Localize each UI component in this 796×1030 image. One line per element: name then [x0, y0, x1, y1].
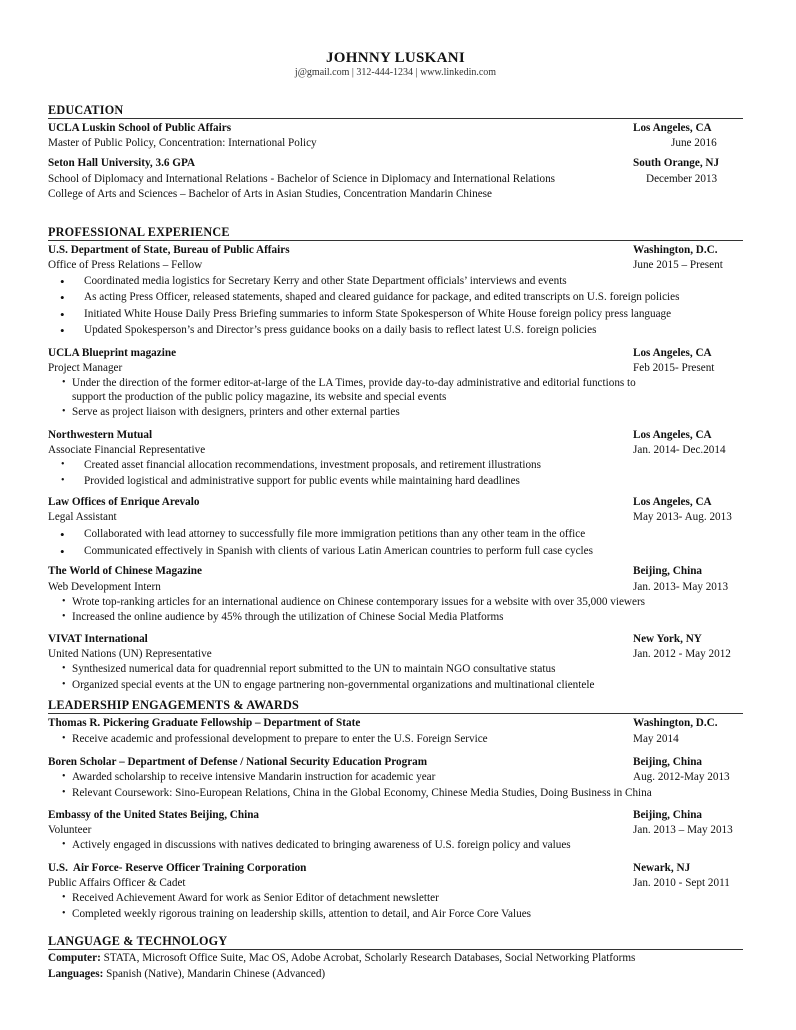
role-title: Public Affairs Officer & Cadet [48, 877, 186, 889]
bullet-icon: • [61, 475, 65, 486]
job-title: Web Development Intern [48, 581, 161, 593]
job-location: Los Angeles, CA [633, 347, 712, 359]
organization-name: UCLA Blueprint magazine [48, 347, 177, 359]
job-title: Legal Assistant [48, 511, 117, 523]
bullet-item: • Completed weekly rigorous training on leadership skills, attention to detail, and Air Force Core Values [62, 908, 532, 920]
school-name: Seton Hall University, 3.6 GPA [48, 157, 196, 169]
school-name: UCLA Luskin School of Public Affairs [48, 122, 232, 134]
skills-languages [48, 969, 743, 983]
bullet-icon: • [62, 663, 66, 674]
education-entry-ucla [48, 123, 743, 137]
award-location: Newark, NJ [633, 862, 691, 874]
bullet-icon: • [60, 544, 65, 559]
organization-name: VIVAT International [48, 633, 148, 645]
languages-label: Languages: [48, 968, 104, 980]
section-heading-experience: PROFESSIONAL EXPERIENCE [48, 226, 743, 241]
experience-entry-state-dept [48, 245, 743, 259]
experience-entry-law-offices [48, 497, 743, 511]
award-name: Boren Scholar – Department of Defense / National Security Education Program [48, 756, 428, 768]
award-date: Jan. 2010 - Sept 2011 [633, 877, 730, 889]
bullet-item: • Receive academic and professional development to prepare to enter the U.S. Foreign Service May 2014 [62, 733, 679, 745]
leadership-entry-rotc [48, 863, 743, 877]
job-location: Washington, D.C. [633, 244, 718, 256]
job-location: New York, NY [633, 633, 702, 645]
degree-line: School of Diplomacy and International Relations - Bachelor of Science in Diplomacy and International Relations [48, 173, 556, 185]
bullet-icon: • [62, 679, 66, 690]
leadership-entry-boren [48, 757, 743, 771]
degree-line: College of Arts and Sciences – Bachelor of Arts in Asian Studies, Concentration Mandarin Chinese [48, 188, 492, 200]
bullet-item: • Actively engaged in discussions with natives dedicated to bringing awareness of U.S. foreign policy and values [62, 839, 571, 851]
bullet-icon: • [60, 527, 65, 542]
bullet-item: • Provided logistical and administrative support for public events while maintaining hard deadlines [61, 475, 520, 487]
bullet-item: • Organized special events at the UN to engage partnering non-governmental organizations and multinational clientele [62, 679, 595, 691]
leadership-entry-embassy [48, 810, 743, 824]
bullet-icon: • [62, 611, 66, 622]
leadership-entry-pickering [48, 718, 743, 732]
organization-name: U.S. Department of State, Bureau of Public Affairs [48, 244, 290, 256]
job-title: Associate Financial Representative [48, 444, 206, 456]
education-entry-seton-hall [48, 158, 743, 172]
job-dates: Jan. 2012 - May 2012 [633, 648, 731, 660]
school-location: South Orange, NJ [633, 157, 720, 169]
bullet-icon: • [62, 406, 66, 417]
organization-name: Northwestern Mutual [48, 429, 153, 441]
job-location: Beijing, China [633, 565, 703, 577]
job-title: Office of Press Relations – Fellow [48, 259, 203, 271]
bullet-item: • Serve as project liaison with designers, printers and other external parties [62, 406, 400, 418]
bullet-item: • Received Achievement Award for work as Senior Editor of detachment newsletter [62, 892, 439, 904]
bullet-item: • Increased the online audience by 45% through the utilization of Chinese Social Media Platforms [62, 611, 504, 623]
bullet-item: • Coordinated media logistics for Secretary Kerry and other State Department officials’ interviews and events [60, 274, 567, 289]
job-dates: May 2013- Aug. 2013 [633, 511, 732, 523]
award-location: Washington, D.C. [633, 717, 718, 729]
bullet-icon: • [62, 892, 66, 903]
bullet-icon: • [60, 290, 65, 305]
job-dates: Feb 2015- Present [633, 362, 715, 374]
bullet-icon: • [62, 771, 66, 782]
bullet-icon: • [61, 459, 65, 470]
bullet-item: • As acting Press Officer, released statements, shaped and cleared guidance for package, and edited transcripts on U.S. foreign policies [60, 290, 680, 305]
award-date: Aug. 2012-May 2013 [633, 771, 730, 783]
computer-label: Computer: [48, 952, 101, 964]
bullet-item: • Communicated effectively in Spanish with clients of various Latin American countries to perform full case cycles [60, 544, 593, 559]
job-dates: June 2015 – Present [633, 259, 723, 271]
award-date: Jan. 2013 – May 2013 [633, 824, 733, 836]
section-heading-leadership: LEADERSHIP ENGAGEMENTS & AWARDS [48, 699, 743, 714]
job-title: Project Manager [48, 362, 123, 374]
experience-entry-ucla-blueprint [48, 348, 743, 362]
bullet-icon: • [62, 377, 66, 388]
role-title: Volunteer [48, 824, 92, 836]
bullet-item: • Wrote top-ranking articles for an international audience on Chinese contemporary issues for a website with over 35,000 viewers [62, 596, 646, 608]
bullet-icon: • [60, 323, 65, 338]
job-location: Los Angeles, CA [633, 496, 712, 508]
job-dates: Jan. 2013- May 2013 [633, 581, 729, 593]
bullet-icon: • [60, 274, 65, 289]
organization-name: The World of Chinese Magazine [48, 565, 202, 577]
bullet-item: • Under the direction of the former editor-at-large of the LA Times, provide day-to-day administrative and editorial functions to [62, 377, 636, 389]
bullet-icon: • [62, 596, 66, 607]
job-location: Los Angeles, CA [633, 429, 712, 441]
bullet-item: • Updated Spokesperson’s and Director’s press guidance books on a daily basis to reflect latest U.S. foreign policies [60, 323, 597, 338]
award-location: Beijing, China [633, 809, 703, 821]
bullet-continuation: support the production of the public policy magazine, its website and special events [72, 391, 447, 403]
experience-entry-northwestern-mutual [48, 430, 743, 444]
bullet-item: • Collaborated with lead attorney to successfully file more immigration petitions than any other team in the office [60, 527, 586, 542]
bullet-icon: • [62, 908, 66, 919]
section-heading-skills: LANGUAGE & TECHNOLOGY [48, 935, 743, 950]
school-location: Los Angeles, CA [633, 122, 712, 134]
bullet-item: • Synthesized numerical data for quadrennial report submitted to the UN to maintain NGO consultative status [62, 663, 556, 675]
bullet-icon: • [60, 307, 65, 322]
award-name: U.S. Air Force- Reserve Officer Training Corporation [48, 862, 307, 874]
award-name: Thomas R. Pickering Graduate Fellowship – Department of State [48, 717, 361, 729]
bullet-item: • Awarded scholarship to receive intensive Mandarin instruction for academic year Aug. 2012-May 2013 [62, 771, 730, 783]
award-name: Embassy of the United States Beijing, China [48, 809, 260, 821]
bullet-icon: • [62, 787, 66, 798]
bullet-icon: • [62, 733, 66, 744]
graduation-date: December 2013 [646, 173, 718, 185]
languages-value: Spanish (Native), Mandarin Chinese (Advanced) [103, 968, 326, 980]
degree-line: Master of Public Policy, Concentration: International Policy [48, 137, 317, 149]
award-location: Beijing, China [633, 756, 703, 768]
bullet-item: • Initiated White House Daily Press Briefing summaries to inform State Spokesperson of White House foreign policy press language [60, 307, 672, 322]
contact-line: j@gmail.com | 312-444-1234 | www.linkedin.com [294, 67, 497, 78]
job-dates: Jan. 2014- Dec.2014 [633, 444, 726, 456]
experience-entry-vivat [48, 634, 743, 648]
graduation-date: June 2016 [671, 137, 717, 149]
section-heading-education: EDUCATION [48, 104, 743, 119]
computer-value: STATA, Microsoft Office Suite, Mac OS, Adobe Acrobat, Scholarly Research Databases, Social Networking Platforms [100, 952, 636, 964]
experience-entry-world-of-chinese [48, 566, 743, 580]
bullet-icon: • [62, 839, 66, 850]
organization-name: Law Offices of Enrique Arevalo [48, 496, 200, 508]
job-title: United Nations (UN) Representative [48, 648, 212, 660]
candidate-name: JOHNNY LUSKANI [325, 50, 466, 66]
skills-computer [48, 953, 743, 967]
bullet-item: • Relevant Coursework: Sino-European Relations, China in the Global Economy, Chinese Media Studies, Doing Business in China [62, 787, 652, 799]
bullet-item: • Created asset financial allocation recommendations, investment proposals, and retirement illustrations [61, 459, 541, 471]
award-date: May 2014 [633, 733, 679, 745]
